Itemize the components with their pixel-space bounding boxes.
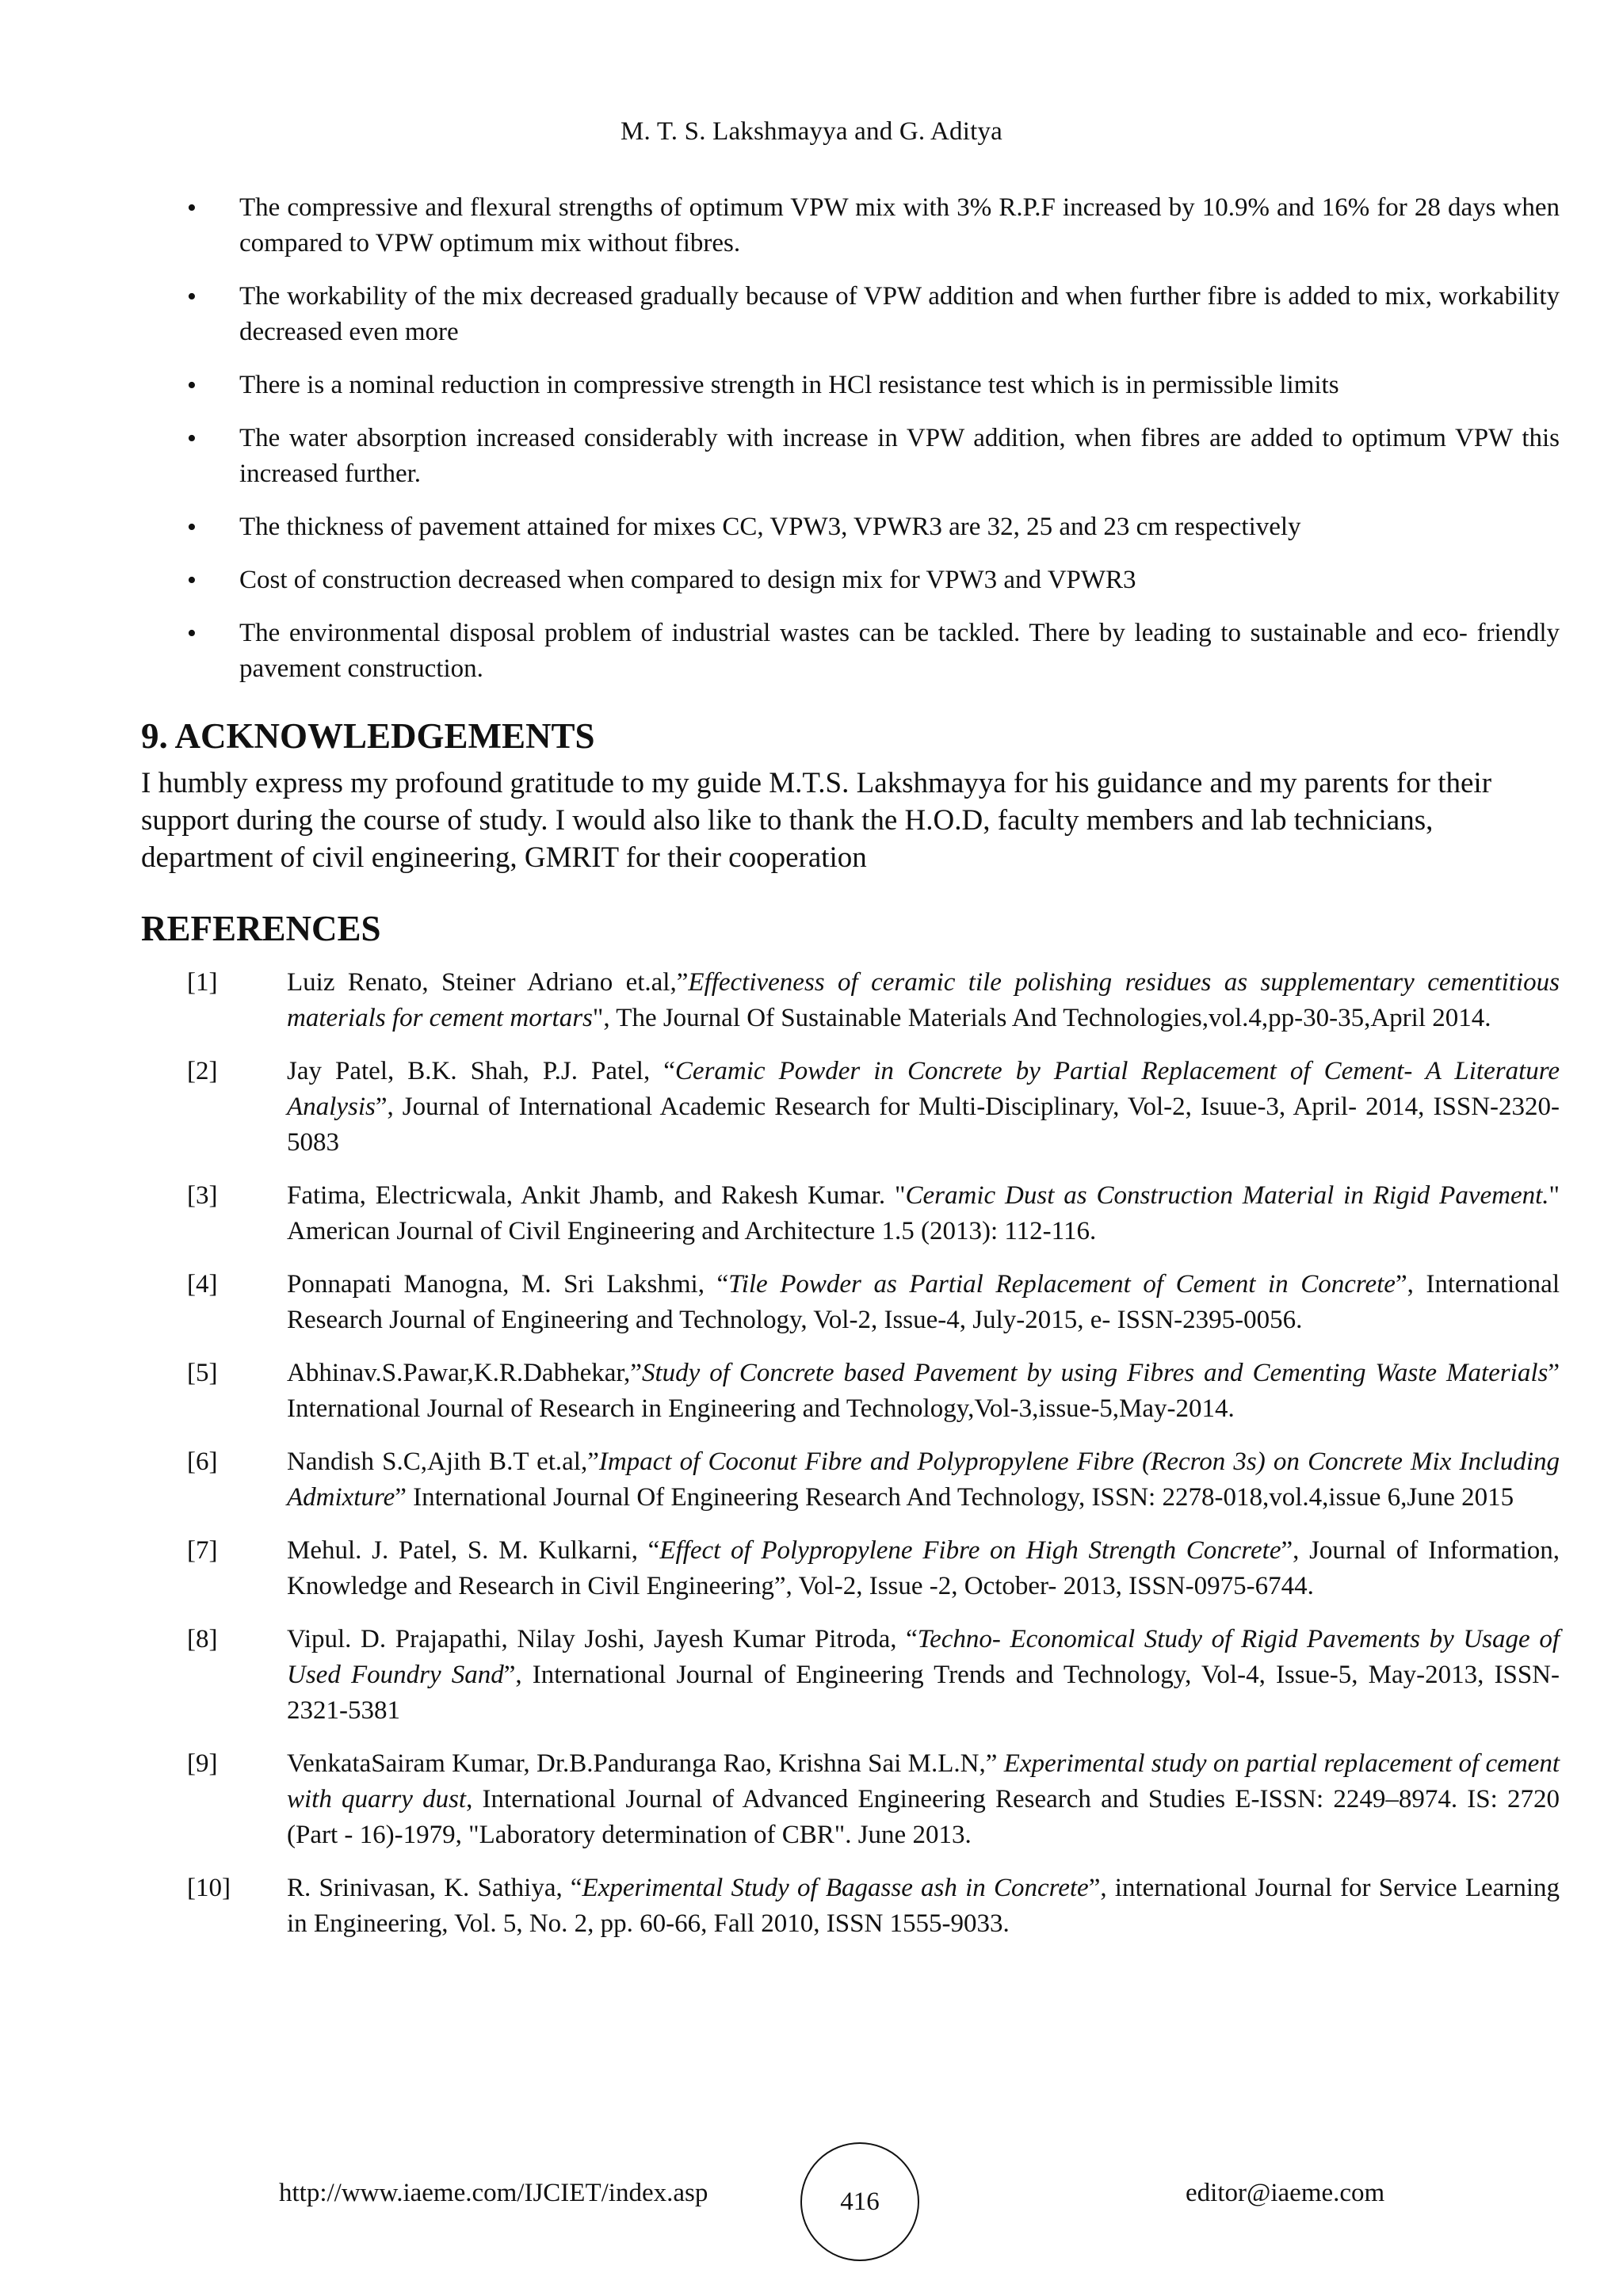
- reference-title: Tile Powder as Partial Replacement of Cement in Concrete: [728, 1270, 1396, 1299]
- list-item: • The water absorption increased considerably with increase in VPW addition, when fibres are added to optimum VPW this increased further.: [141, 421, 1560, 492]
- acknowledgements-text: I humbly express my profound gratitude to my guide M.T.S. Lakshmayya for his guidance and my parents for their support during the course of study. I would also like to thank the H.O.D, faculty members and lab technicians, department of civil engineering, GMRIT for their cooperation: [141, 767, 1492, 874]
- reference-number: [9]: [187, 1749, 218, 1778]
- list-item: • Cost of construction decreased when compared to design mix for VPW3 and VPWR3: [141, 563, 1560, 598]
- reference-title: Effectiveness of ceramic tile polishing residues as supplementary cementitious materials for cement mortars: [287, 968, 1560, 1032]
- reference-text: Nandish S.C,Ajith B.T et.al,”Impact of Coconut Fibre and Polypropylene Fibre (Recron 3s) on Concrete Mix Including Admixture” International Journal Of Engineering Research And Technology, ISSN: 2278-018,vol.4,issue 6,June 2015: [287, 1447, 1560, 1512]
- reference-number: [7]: [187, 1536, 218, 1565]
- reference-item: [141, 965, 1560, 1036]
- reference-number: [5]: [187, 1359, 218, 1387]
- reference-title: Techno- Economical Study of Rigid Pavements by Usage of Used Foundry Sand: [287, 1625, 1560, 1689]
- reference-text: Vipul. D. Prajapathi, Nilay Joshi, Jayesh Kumar Pitroda, “Techno- Economical Study of Rigid Pavements by Usage of Used Foundry Sand”, International Journal of Engineering Trends and Technology, Vol-4, Issue-5, May-2013, ISSN-2321-5381: [287, 1625, 1560, 1725]
- reference-title: Impact of Coconut Fibre and Polypropylene Fibre (Recron 3s) on Concrete Mix Including Admixture: [287, 1447, 1560, 1512]
- list-item: • The environmental disposal problem of industrial wastes can be tackled. There by leading to sustainable and eco- friendly pavement construction.: [141, 616, 1560, 687]
- reference-text: R. Srinivasan, K. Sathiya, “Experimental Study of Bagasse ash in Concrete”, international Journal for Service Learning in Engineering, Vol. 5, No. 2, pp. 60-66, Fall 2010, ISSN 1555-9033.: [287, 1874, 1560, 1938]
- reference-number: [10]: [187, 1874, 231, 1902]
- reference-text: Abhinav.S.Pawar,K.R.Dabhekar,”Study of Concrete based Pavement by using Fibres and Cementing Waste Materials” International Journal of Research in Engineering and Technology,Vol-3,issue-5,May-2014.: [287, 1359, 1560, 1423]
- reference-title: Study of Concrete based Pavement by using Fibres and Cementing Waste Materials: [641, 1359, 1549, 1387]
- reference-item: [141, 1746, 1560, 1853]
- list-item: • There is a nominal reduction in compressive strength in HCl resistance test which is in permissible limits: [141, 368, 1560, 403]
- reference-number: [4]: [187, 1270, 218, 1299]
- reference-number: [1]: [187, 968, 218, 997]
- reference-text: Luiz Renato, Steiner Adriano et.al,”Effectiveness of ceramic tile polishing residues as supplementary cementitious materials for cement mortars", The Journal Of Sustainable Materials And Technologies,vol.4,pp-30-35,April 2014.: [287, 968, 1560, 1032]
- reference-item: [141, 1533, 1560, 1604]
- reference-number: [8]: [187, 1625, 218, 1653]
- page-content: [141, 190, 1560, 1959]
- reference-item: [141, 1267, 1560, 1338]
- footer-email-link[interactable]: editor@iaeme.com: [1186, 2179, 1385, 2207]
- reference-item: [141, 1356, 1560, 1427]
- reference-number: [6]: [187, 1447, 218, 1476]
- reference-title: Experimental Study of Bagasse ash in Concrete: [582, 1874, 1089, 1902]
- list-item: • The thickness of pavement attained for mixes CC, VPW3, VPWR3 are 32, 25 and 23 cm respectively: [141, 509, 1560, 545]
- reference-text: Mehul. J. Patel, S. M. Kulkarni, “Effect of Polypropylene Fibre on High Strength Concrete”, Journal of Information, Knowledge and Research in Civil Engineering”, Vol-2, Issue -2, October- 2013, ISSN-0975-6744.: [287, 1536, 1560, 1600]
- reference-list: [141, 965, 1560, 1942]
- footer-url-link[interactable]: http://www.iaeme.com/IJCIET/index.asp: [279, 2179, 708, 2207]
- reference-item: [141, 1622, 1560, 1729]
- acknowledgements-heading: 9. ACKNOWLEDGEMENTS: [141, 716, 595, 756]
- reference-text: Ponnapati Manogna, M. Sri Lakshmi, “Tile Powder as Partial Replacement of Cement in Concrete”, International Research Journal of Engineering and Technology, Vol-2, Issue-4, July-2015, e- ISSN-2395-0056.: [287, 1270, 1560, 1334]
- reference-title: Effect of Polypropylene Fibre on High Strength Concrete: [659, 1536, 1281, 1565]
- reference-title: Experimental study on partial replacement of cement with quarry dust: [287, 1749, 1560, 1814]
- running-header-authors: M. T. S. Lakshmayya and G. Aditya: [621, 117, 1002, 146]
- reference-text: VenkataSairam Kumar, Dr.B.Panduranga Rao, Krishna Sai M.L.N,” Experimental study on partial replacement of cement with quarry dust, International Journal of Advanced Engineering Research and Studies E-ISSN: 2249–8974. IS: 2720 (Part - 16)-1979, "Laboratory determination of CBR". June 2013.: [287, 1749, 1560, 1849]
- page-footer: [0, 2142, 1623, 2253]
- reference-number: [2]: [187, 1057, 218, 1085]
- page-number: 416: [800, 2142, 919, 2261]
- reference-item: [141, 1054, 1560, 1161]
- reference-title: Ceramic Powder in Concrete by Partial Replacement of Cement- A Literature Analysis: [287, 1057, 1560, 1121]
- list-item: • The compressive and flexural strengths of optimum VPW mix with 3% R.P.F increased by 10.9% and 16% for 28 days when compared to VPW optimum mix without fibres.: [141, 190, 1560, 261]
- reference-item: [141, 1178, 1560, 1249]
- reference-text: Jay Patel, B.K. Shah, P.J. Patel, “Ceramic Powder in Concrete by Partial Replacement of Cement- A Literature Analysis”, Journal of International Academic Research for Multi-Disciplinary, Vol-2, Isuue-3, April- 2014, ISSN-2320-5083: [287, 1057, 1560, 1157]
- reference-number: [3]: [187, 1181, 218, 1210]
- reference-title: Ceramic Dust as Construction Material in Rigid Pavement.: [905, 1181, 1549, 1210]
- reference-item: [141, 1871, 1560, 1942]
- reference-text: Fatima, Electricwala, Ankit Jhamb, and Rakesh Kumar. "Ceramic Dust as Construction Material in Rigid Pavement." American Journal of Civil Engineering and Architecture 1.5 (2013): 112-116.: [287, 1181, 1560, 1245]
- list-item: • The workability of the mix decreased gradually because of VPW addition and when further fibre is added to mix, workability decreased even more: [141, 279, 1560, 350]
- reference-item: [141, 1444, 1560, 1516]
- references-heading: REFERENCES: [141, 909, 381, 948]
- conclusion-list: [141, 190, 1560, 687]
